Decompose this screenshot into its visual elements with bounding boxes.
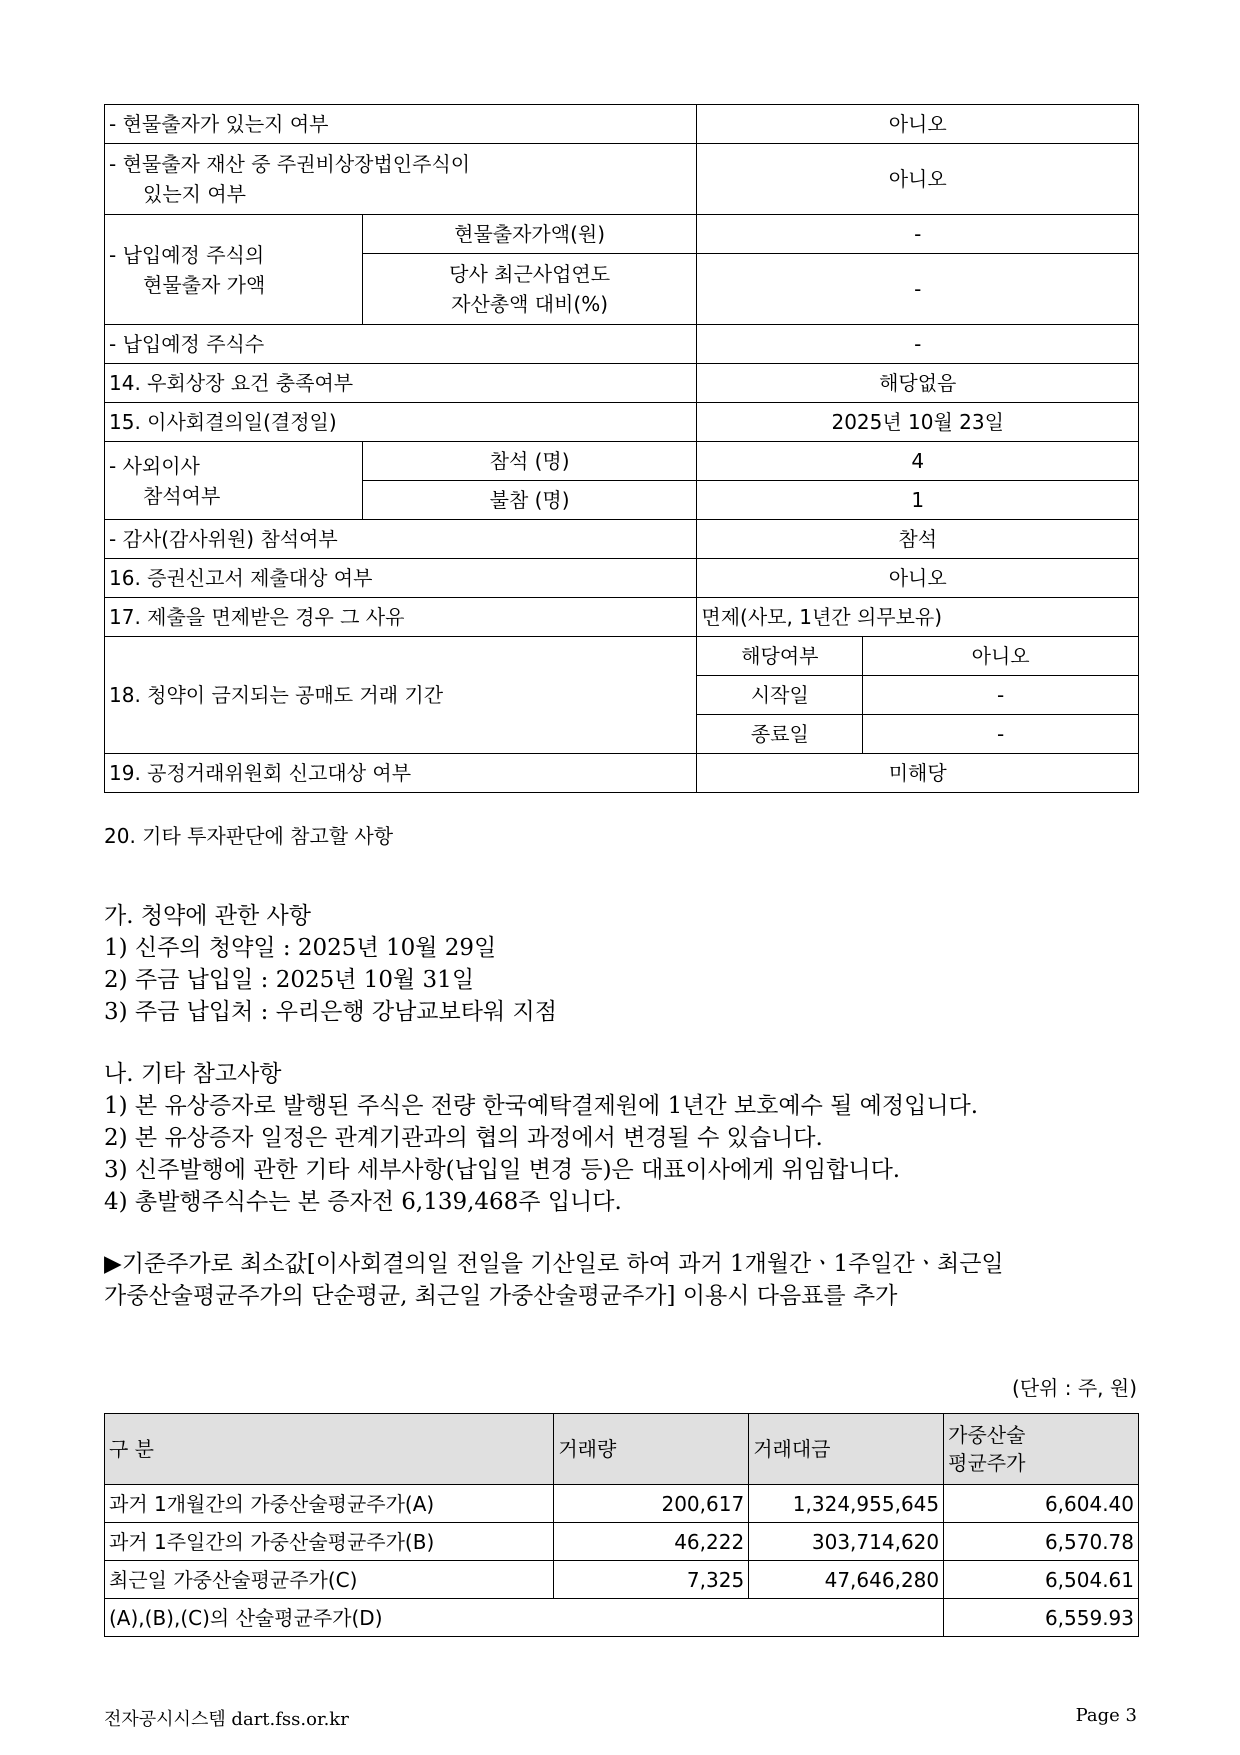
row-label: 19. 공정거래위원회 신고대상 여부 — [105, 754, 697, 793]
table-row — [105, 754, 1139, 793]
table-row — [105, 520, 1139, 559]
row-value: 참석 — [697, 520, 1139, 559]
list-item: 2) 주금 납입일 : 2025년 10월 31일 — [104, 967, 475, 993]
header-line: 가중산술 — [948, 1423, 1026, 1447]
row-value: 아니오 — [863, 637, 1139, 676]
row-value: 2025년 10월 23일 — [697, 403, 1139, 442]
table-header — [105, 1414, 1139, 1485]
row-label: - 감사(감사위원) 참석여부 — [105, 520, 697, 559]
list-item: 1) 본 유상증자로 발행된 주식은 전량 한국예탁결제원에 1년간 보호예수 될 예정입니다. — [104, 1093, 979, 1119]
label-line: 자산총액 대비(%) — [451, 292, 609, 316]
row-value: 4 — [697, 442, 1139, 481]
basis-text: 가중산술평균주가의 단순평균, 최근일 가중산술평균주가] 이용시 다음표를 추가 — [104, 1283, 898, 1309]
table-row — [105, 325, 1139, 364]
row-label: 최근일 가중산술평균주가(C) — [105, 1561, 554, 1599]
table-row — [105, 1485, 1139, 1523]
label-line: - 사외이사 — [109, 453, 200, 478]
table-row — [105, 442, 1139, 481]
row-value: 미해당 — [697, 754, 1139, 793]
header-cell: 거래대금 — [749, 1414, 944, 1485]
label-line: 당사 최근사업연도 — [449, 262, 611, 286]
header-cell: 거래량 — [554, 1414, 749, 1485]
sub-label: 시작일 — [697, 676, 863, 715]
section-title: 20. 기타 투자판단에 참고할 사항 — [104, 824, 394, 848]
row-label: 18. 청약이 금지되는 공매도 거래 기간 — [105, 637, 697, 754]
row-label: - 현물출자가 있는지 여부 — [105, 105, 697, 144]
sub-label — [362, 254, 697, 325]
list-item: 3) 주금 납입처 : 우리은행 강남교보타워 지점 — [104, 999, 557, 1025]
table-row — [105, 144, 1139, 215]
price-cell: 6,559.93 — [944, 1599, 1139, 1637]
disclosure-table — [104, 104, 1139, 793]
table-row — [105, 1561, 1139, 1599]
subsection-title: 나. 기타 참고사항 — [104, 1061, 282, 1087]
unit-label: (단위 : 주, 원) — [1011, 1376, 1137, 1400]
row-label: (A),(B),(C)의 산술평균주가(D) — [105, 1599, 944, 1637]
table-row — [105, 598, 1139, 637]
table-row — [105, 1523, 1139, 1561]
price-cell: 6,604.40 — [944, 1485, 1139, 1523]
table-row — [105, 105, 1139, 144]
row-value: 아니오 — [697, 105, 1139, 144]
list-item: 1) 신주의 청약일 : 2025년 10월 29일 — [104, 935, 497, 961]
row-value: 아니오 — [697, 559, 1139, 598]
table-row — [105, 403, 1139, 442]
list-item: 3) 신주발행에 관한 기타 세부사항(납입일 변경 등)은 대표이사에게 위임합니다. — [104, 1157, 901, 1183]
row-label — [105, 442, 363, 520]
volume-cell: 200,617 — [554, 1485, 749, 1523]
row-value: - — [863, 715, 1139, 754]
table-row — [105, 559, 1139, 598]
sub-label: 불참 (명) — [362, 481, 697, 520]
amount-cell: 303,714,620 — [749, 1523, 944, 1561]
row-label: 14. 우회상장 요건 충족여부 — [105, 364, 697, 403]
list-item: 4) 총발행주식수는 본 증자전 6,139,468주 입니다. — [104, 1189, 622, 1215]
row-value: - — [697, 254, 1139, 325]
row-label: - 납입예정 주식수 — [105, 325, 697, 364]
volume-cell: 46,222 — [554, 1523, 749, 1561]
table-row — [105, 215, 1139, 254]
header-line: 평균주가 — [948, 1451, 1026, 1475]
row-value: 아니오 — [697, 144, 1139, 215]
row-value: 해당없음 — [697, 364, 1139, 403]
amount-cell: 1,324,955,645 — [749, 1485, 944, 1523]
table-row — [105, 1599, 1139, 1637]
row-value: - — [863, 676, 1139, 715]
row-label: 과거 1주일간의 가중산술평균주가(B) — [105, 1523, 554, 1561]
sub-label: 참석 (명) — [362, 442, 697, 481]
list-item: 2) 본 유상증자 일정은 관계기관과의 협의 과정에서 변경될 수 있습니다. — [104, 1125, 823, 1151]
volume-cell: 7,325 — [554, 1561, 749, 1599]
subsection-title: 가. 청약에 관한 사항 — [104, 903, 311, 929]
row-label: 15. 이사회결의일(결정일) — [105, 403, 697, 442]
row-value: - — [697, 215, 1139, 254]
row-label: 16. 증권신고서 제출대상 여부 — [105, 559, 697, 598]
basis-text: ▶기준주가로 최소값[이사회결의일 전일을 기산일로 하여 과거 1개월간ㆍ1주일간ㆍ최근일 — [104, 1251, 1004, 1277]
row-label: 17. 제출을 면제받은 경우 그 사유 — [105, 598, 697, 637]
price-cell: 6,504.61 — [944, 1561, 1139, 1599]
row-value: - — [697, 325, 1139, 364]
amount-cell: 47,646,280 — [749, 1561, 944, 1599]
sub-label: 해당여부 — [697, 637, 863, 676]
sub-label: 종료일 — [697, 715, 863, 754]
row-label — [105, 144, 697, 215]
row-value: 1 — [697, 481, 1139, 520]
notes-body — [104, 900, 1164, 1312]
table-row — [105, 637, 1139, 676]
footer-site: 전자공시시스템 dart.fss.or.kr — [104, 1709, 349, 1730]
price-cell: 6,570.78 — [944, 1523, 1139, 1561]
label-line: - 현물출자 재산 중 주권비상장법인주식이 — [109, 152, 471, 176]
header-cell — [944, 1414, 1139, 1485]
label-line: 참석여부 — [143, 483, 221, 508]
label-line: 현물출자 가액 — [143, 272, 266, 297]
label-line: - 납입예정 주식의 — [109, 242, 265, 267]
header-cell: 구 분 — [105, 1414, 554, 1485]
row-label: 과거 1개월간의 가중산술평균주가(A) — [105, 1485, 554, 1523]
row-value: 면제(사모, 1년간 의무보유) — [697, 598, 1139, 637]
table-row — [105, 364, 1139, 403]
page-number: Page 3 — [1075, 1705, 1137, 1726]
label-line: 있는지 여부 — [143, 182, 246, 206]
price-table — [104, 1413, 1139, 1637]
row-label — [105, 215, 363, 325]
sub-label: 현물출자가액(원) — [362, 215, 697, 254]
